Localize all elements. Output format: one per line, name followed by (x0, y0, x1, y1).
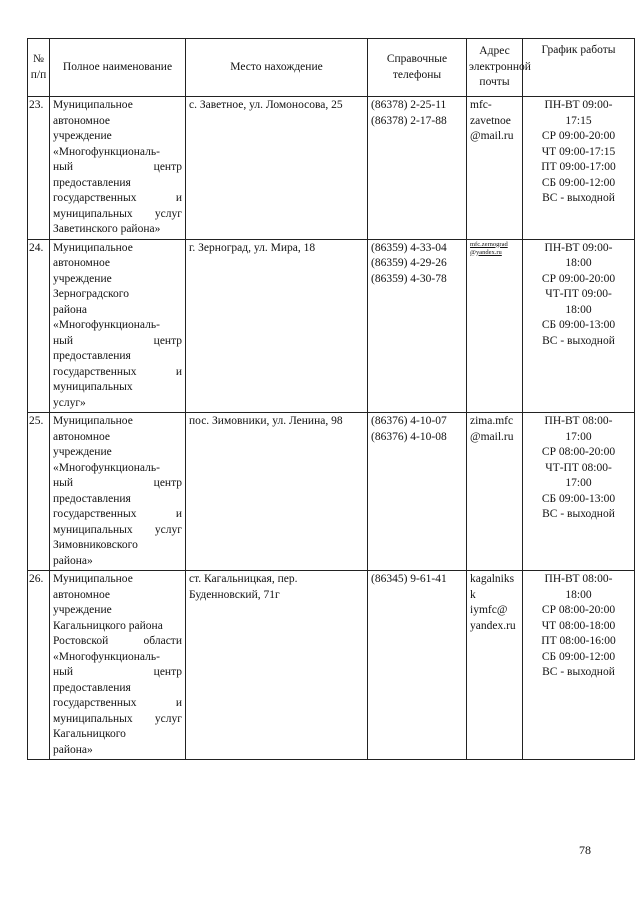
mfc-table (27, 38, 635, 760)
email (467, 239, 523, 413)
schedule-line: ПН-ВТ 08:00- (544, 573, 613, 585)
header-location: Место нахождение (186, 39, 368, 97)
name-line: государственных и (53, 365, 182, 378)
schedule (523, 97, 635, 240)
email (467, 97, 523, 240)
email (467, 413, 523, 571)
name-line: предоставления (53, 492, 131, 505)
phone: (86376) 4-10-08 (371, 430, 447, 443)
name-line: ный центр (53, 666, 182, 678)
table-row (28, 239, 635, 413)
schedule-line: 17:15 (565, 114, 592, 127)
schedule-line: СР 08:00-20:00 (541, 604, 616, 616)
name-line: учреждение (53, 446, 112, 458)
name-line: предоставления (53, 176, 131, 189)
email-line: yandex.ru (470, 619, 516, 632)
schedule-line: СР 09:00-20:00 (541, 272, 616, 285)
schedule-line: ПТ 09:00-17:00 (541, 161, 616, 173)
email-line: kagalniksk (470, 573, 515, 601)
name-line: учреждение (53, 604, 112, 616)
schedule-line: ВС - выходной (542, 508, 615, 520)
name-line: Ростовской области (53, 635, 182, 647)
full-name (50, 239, 186, 413)
schedule-line: СР 08:00-20:00 (541, 446, 616, 458)
name-line: Зерноградского (53, 288, 129, 300)
schedule-line: СР 09:00-20:00 (541, 130, 616, 142)
table-row (28, 413, 635, 571)
email-line: @mail.ru (470, 430, 514, 443)
phone: (86376) 4-10-07 (371, 415, 447, 427)
name-line: ный центр (53, 334, 182, 347)
name-line: государственных и (53, 192, 182, 204)
schedule-line: 18:00 (565, 257, 592, 269)
email-line: @mail.ru (470, 130, 514, 142)
name-line: Кагальницкого района (53, 619, 163, 632)
page-number: 78 (579, 843, 591, 857)
schedule-line: ПТ 08:00-16:00 (541, 635, 616, 647)
schedule-line: ВС - выходной (542, 334, 615, 347)
schedule-line: 18:00 (565, 303, 592, 316)
phone: (86378) 2-25-11 (371, 99, 447, 111)
name-line: учреждение (53, 130, 112, 142)
name-line: ный центр (53, 477, 182, 489)
name-line: учреждение (53, 272, 112, 285)
name-line: предоставления (53, 681, 131, 694)
name-line: ный центр (53, 161, 182, 173)
location: ст. Кагальницкая, пер. Буденновский, 71г (186, 571, 368, 760)
name-line: района (53, 303, 88, 316)
name-line: «Многофункциональ- (53, 461, 160, 474)
name-line: муниципальных услуг (53, 207, 182, 220)
row-number: 25. (28, 413, 50, 571)
name-line: «Многофункциональ- (53, 145, 160, 158)
row-number: 24. (28, 239, 50, 413)
header-email: Адрес электронной почты (467, 39, 523, 97)
schedule-line: ВС - выходной (542, 192, 615, 204)
full-name (50, 413, 186, 571)
name-line: автономное (53, 430, 110, 443)
name-line: автономное (53, 588, 110, 601)
schedule-line: ЧТ 08:00-18:00 (541, 619, 616, 632)
phone: (86359) 4-29-26 (371, 257, 447, 269)
name-line: государственных и (53, 697, 182, 709)
schedule-line: ПН-ВТ 08:00- (544, 415, 613, 427)
email-line: zima.mfc (470, 415, 514, 427)
schedule-line: 18:00 (565, 588, 592, 601)
phone: (86345) 9-61-41 (371, 573, 447, 585)
name-line: автономное (53, 257, 110, 269)
name-line: муниципальных (53, 381, 133, 393)
schedule-line: СБ 09:00-13:00 (541, 492, 616, 505)
table-row (28, 571, 635, 760)
phone: (86359) 4-33-04 (371, 241, 447, 254)
schedule-line: ЧТ 09:00-17:15 (541, 145, 616, 158)
schedule-line: 17:00 (565, 430, 592, 443)
name-line: муниципальных услуг (53, 712, 182, 725)
schedule-line: ВС - выходной (542, 666, 615, 678)
name-line: Зимовниковского (53, 539, 138, 551)
phones (368, 97, 467, 240)
email-line: @yandex.ru (470, 248, 502, 256)
schedule (523, 571, 635, 760)
name-line: «Многофункциональ- (53, 650, 160, 663)
email-line: zavetnoe (470, 114, 511, 127)
phone: (86359) 4-30-78 (371, 272, 447, 285)
name-line: Кагальницкого (53, 728, 126, 740)
email-line: mfc.zernograd (470, 240, 508, 248)
schedule-line: СБ 09:00-13:00 (541, 319, 616, 331)
name-line: предоставления (53, 350, 131, 362)
location: г. Зерноград, ул. Мира, 18 (186, 239, 368, 413)
header-row (28, 39, 635, 97)
name-line: Муниципальное (53, 99, 133, 111)
schedule-line: ПН-ВТ 09:00- (544, 241, 613, 254)
name-line: услуг» (53, 396, 86, 409)
phone: (86378) 2-17-88 (371, 114, 447, 127)
table-row (28, 97, 635, 240)
email-line: mfc- (470, 99, 492, 111)
schedule-line: СБ 09:00-12:00 (541, 176, 616, 189)
row-number: 26. (28, 571, 50, 760)
name-line: Муниципальное (53, 415, 133, 427)
email-line: iymfc@ (470, 604, 508, 616)
full-name (50, 571, 186, 760)
location: с. Заветное, ул. Ломоносова, 25 (186, 97, 368, 240)
schedule-line: СБ 09:00-12:00 (541, 650, 616, 663)
header-phones: Справочные телефоны (368, 39, 467, 97)
full-name (50, 97, 186, 240)
location: пос. Зимовники, ул. Ленина, 98 (186, 413, 368, 571)
name-line: государственных и (53, 508, 182, 520)
phones (368, 239, 467, 413)
name-line: района» (53, 743, 93, 756)
name-line: Муниципальное (53, 241, 133, 254)
name-line: муниципальных услуг (53, 523, 182, 536)
row-number: 23. (28, 97, 50, 240)
schedule (523, 413, 635, 571)
schedule-line: ЧТ-ПТ 09:00- (545, 288, 612, 300)
name-line: «Многофункциональ- (53, 319, 160, 331)
name-line: автономное (53, 114, 110, 127)
schedule-line: ПН-ВТ 09:00- (544, 99, 613, 111)
header-schedule: График работы (523, 39, 635, 97)
name-line: Заветинского района» (53, 223, 161, 235)
phones (368, 413, 467, 571)
phones (368, 571, 467, 760)
schedule (523, 239, 635, 413)
schedule-line: 17:00 (565, 477, 592, 489)
schedule-line: ЧТ-ПТ 08:00- (545, 461, 612, 474)
name-line: района» (53, 554, 93, 567)
header-name: Полное наименование (50, 39, 186, 97)
email (467, 571, 523, 760)
name-line: Муниципальное (53, 573, 133, 585)
header-num: № п/п (28, 39, 50, 97)
